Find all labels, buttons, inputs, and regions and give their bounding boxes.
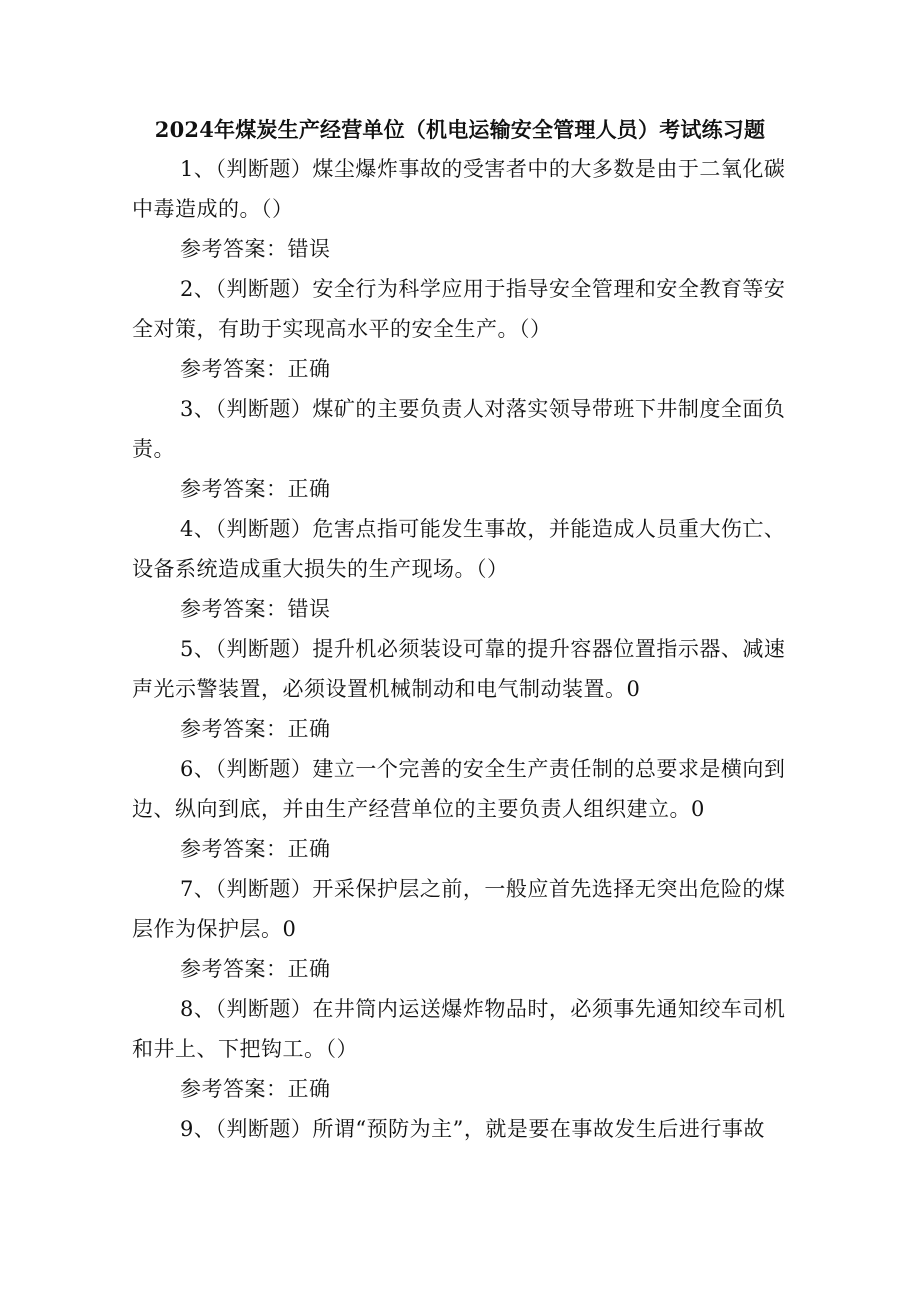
question-7-line-2: 层作为保护层。0 — [132, 917, 297, 941]
question-1-line-2: 中毒造成的。（） — [132, 197, 294, 221]
question-2-line-1: 2、（判断题）安全行为科学应用于指导安全管理和安全教育等安 — [180, 277, 786, 301]
answer-3: 参考答案：正确 — [180, 477, 331, 501]
question-5-line-1: 5、（判断题）提升机必须装设可靠的提升容器位置指示器、减速 — [180, 637, 786, 661]
document-title: 2024年煤炭生产经营单位（机电运输安全管理人员）考试练习题 — [154, 117, 766, 142]
question-6-line-1: 6、（判断题）建立一个完善的安全生产责任制的总要求是横向到 — [180, 757, 786, 781]
question-9-line-1: 9、（判断题）所谓“预防为主”，就是要在事故发生后进行事故 — [180, 1117, 765, 1141]
question-2-line-2: 全对策，有助于实现高水平的安全生产。（） — [132, 317, 552, 341]
question-1-line-1: 1、（判断题）煤尘爆炸事故的受害者中的大多数是由于二氧化碳 — [180, 157, 786, 181]
question-7-line-1: 7、（判断题）开采保护层之前，一般应首先选择无突出危险的煤 — [180, 877, 786, 901]
question-3-line-2: 责。 — [132, 437, 175, 461]
answer-4: 参考答案：错误 — [180, 597, 331, 621]
answer-2: 参考答案：正确 — [180, 357, 331, 381]
answer-6: 参考答案：正确 — [180, 837, 331, 861]
question-4-line-2: 设备系统造成重大损失的生产现场。（） — [132, 557, 509, 581]
answer-7: 参考答案：正确 — [180, 957, 331, 981]
question-3-line-1: 3、（判断题）煤矿的主要负责人对落实领导带班下井制度全面负 — [180, 397, 786, 421]
question-8-line-1: 8、（判断题）在井筒内运送爆炸物品时，必须事先通知绞车司机 — [180, 997, 786, 1021]
question-5-line-2: 声光示警装置，必须设置机械制动和电气制动装置。0 — [132, 677, 641, 701]
answer-8: 参考答案：正确 — [180, 1077, 331, 1101]
question-6-line-2: 边、纵向到底，并由生产经营单位的主要负责人组织建立。0 — [132, 797, 705, 821]
question-4-line-1: 4、（判断题）危害点指可能发生事故，并能造成人员重大伤亡、 — [180, 517, 786, 541]
answer-5: 参考答案：正确 — [180, 717, 331, 741]
answer-1: 参考答案：错误 — [180, 237, 331, 261]
question-8-line-2: 和井上、下把钩工。（） — [132, 1037, 358, 1061]
